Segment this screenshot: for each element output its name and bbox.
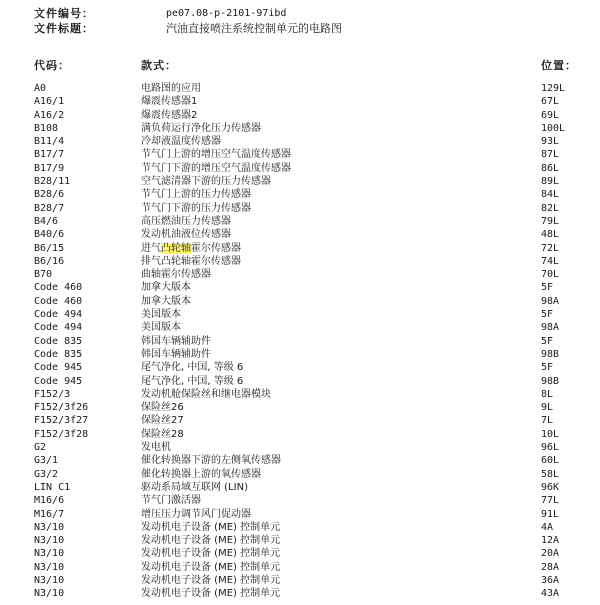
row-code: F152/3 [34,388,71,400]
row-position: 48L [541,229,560,241]
row-name: 催化转换器上游的氧传感器 [141,468,261,480]
row-name: 节气门上游的增压空气温度传感器 [141,149,291,161]
row-name: 尾气净化, 中国, 等级 6 [141,362,244,374]
row-name: 发动机电子设备 (ME) 控制单元 [141,521,281,533]
row-code: N3/10 [34,548,65,560]
row-position: 72L [541,242,560,254]
row-position: 43A [541,588,560,600]
row-name: 保险丝28 [141,428,184,440]
row-code: B6/15 [34,242,65,254]
table-row [34,521,594,534]
table-row [34,335,594,348]
row-name: 保险丝26 [141,402,184,414]
row-code: B4/6 [34,215,59,227]
table-row [34,587,594,600]
row-name: 节气门激活器 [141,495,201,507]
row-position: 84L [541,189,560,201]
row-position: 58L [541,468,560,480]
row-name: 高压燃油压力传感器 [141,215,231,227]
table-row [34,414,594,427]
table-row [34,534,594,547]
doc-title-value: 汽油直接喷注系统控制单元的电路图 [166,22,342,35]
row-code: Code 460 [34,295,83,307]
table-row [34,441,594,454]
row-position: 87L [541,149,560,161]
row-position: 5F [541,309,554,321]
header-code: 代码： [34,59,70,72]
row-position: 20A [541,548,560,560]
table-row [34,401,594,414]
row-name: 发动机舱保险丝和继电器模块 [141,388,271,400]
row-code: M16/7 [34,508,65,520]
row-position: 98A [541,322,560,334]
row-code: B17/9 [34,162,65,174]
row-code: B108 [34,122,59,134]
row-code: Code 945 [34,375,83,387]
row-position: 69L [541,109,560,121]
row-position: 12A [541,535,560,547]
row-name: 美国版本 [141,322,181,334]
row-name-prefix: 进气 [141,242,161,254]
row-code: B40/6 [34,229,65,241]
row-code: B11/4 [34,136,65,148]
row-name: 爆震传感器2 [141,109,198,121]
table-row [34,388,594,401]
doc-number-label: 文件编号： [34,7,94,20]
row-name: 节气门下游的增压空气温度传感器 [141,162,291,174]
row-position: 70L [541,269,560,281]
table-row [34,321,594,334]
table-row [34,268,594,281]
row-code: A16/1 [34,96,65,108]
row-name-suffix: 霍尔传感器 [191,242,241,254]
row-code: A0 [34,83,47,94]
table-row [34,148,594,161]
row-position: 10L [541,428,560,440]
table-row [34,228,594,241]
row-position: 96K [541,481,560,493]
doc-title-label: 文件标题： [34,22,94,35]
header-position: 位置： [541,59,577,72]
row-name: 催化转换器下游的左侧氧传感器 [141,455,281,467]
table-header [34,57,594,71]
highlighted-text: 凸轮轴 [161,242,191,254]
row-name: 排气凸轮轴霍尔传感器 [141,255,241,267]
row-position: 79L [541,215,560,227]
table-row [34,122,594,135]
table-row [34,188,594,201]
row-code: N3/10 [34,588,65,600]
row-position: 96L [541,442,560,454]
row-position: 5F [541,282,554,294]
row-name: 韩国车辆辅助件 [141,335,211,347]
table-row [34,95,594,108]
row-code: N3/10 [34,574,65,586]
row-position: 7L [541,415,554,427]
table-row [34,494,594,507]
row-code: M16/6 [34,495,65,507]
row-name: 爆震传感器1 [141,96,198,108]
row-position: 9L [541,402,554,414]
row-code: B28/11 [34,176,71,188]
row-name: 发动机油液位传感器 [141,229,231,241]
row-position: 129L [541,83,566,94]
row-position: 91L [541,508,560,520]
table-row [34,255,594,268]
row-name: 美国版本 [141,309,181,321]
row-position: 98A [541,295,560,307]
row-position: 86L [541,162,560,174]
row-position: 5F [541,335,554,347]
row-position: 93L [541,136,560,148]
doc-number-row [34,7,286,20]
doc-title-row [34,22,342,35]
row-name: 冷却液温度传感器 [141,136,221,148]
row-position: 74L [541,255,560,267]
row-name: 保险丝27 [141,415,184,427]
row-name: 发电机 [141,442,171,454]
row-name: 韩国车辆辅助件 [141,348,211,360]
table-row [34,508,594,521]
table-row [34,428,594,441]
row-name: 增压压力调节风门促动器 [141,508,251,520]
row-position: 60L [541,455,560,467]
table-row [34,215,594,228]
table-row [34,547,594,560]
table-row [34,281,594,294]
row-name: 加拿大版本 [141,282,191,294]
doc-number-value: pe07.08-p-2101-97ibd [166,8,287,19]
row-position: 89L [541,176,560,188]
row-code: G2 [34,442,47,454]
table-row [34,308,594,321]
row-position: 5F [541,362,554,374]
row-position: 98B [541,348,560,360]
row-code: B28/7 [34,202,65,214]
table-row [34,361,594,374]
row-code: N3/10 [34,535,65,547]
row-name: 空气滤清器下游的压力传感器 [141,176,271,188]
row-code: F152/3f28 [34,428,89,440]
row-code: Code 835 [34,335,83,347]
row-position: 98B [541,375,560,387]
row-code: F152/3f26 [34,402,89,414]
table-row [34,175,594,188]
table-row [34,454,594,467]
row-code: F152/3f27 [34,415,89,427]
table-row [34,348,594,361]
row-code: G3/1 [34,455,59,467]
header-name: 款式： [141,59,177,72]
table-row [34,162,594,175]
table-row [34,135,594,148]
table-row [34,295,594,308]
row-code: Code 945 [34,362,83,374]
row-name: 电路图的应用 [141,83,201,94]
row-name: 发动机电子设备 (ME) 控制单元 [141,588,281,600]
row-code: G3/2 [34,468,59,480]
table-row [34,375,594,388]
row-code: B6/16 [34,255,65,267]
row-name [141,242,241,255]
row-position: 36A [541,574,560,586]
row-position: 28A [541,561,560,573]
row-name: 加拿大版本 [141,295,191,307]
row-position: 8L [541,388,554,400]
table-row [34,202,594,215]
component-table [34,82,594,601]
row-name: 发动机电子设备 (ME) 控制单元 [141,535,281,547]
row-code: Code 835 [34,348,83,360]
row-position: 67L [541,96,560,108]
table-row [34,82,594,95]
row-code: B28/6 [34,189,65,201]
row-position: 100L [541,122,566,134]
row-code: Code 494 [34,309,83,321]
table-row [34,561,594,574]
table-row [34,468,594,481]
table-row [34,109,594,122]
row-position: 77L [541,495,560,507]
table-row [34,574,594,587]
row-code: Code 460 [34,282,83,294]
row-name: 发动机电子设备 (ME) 控制单元 [141,548,281,560]
row-code: B17/7 [34,149,65,161]
row-code: A16/2 [34,109,65,121]
table-row [34,481,594,494]
row-name: 尾气净化, 中国, 等级 6 [141,375,244,387]
row-name: 发动机电子设备 (ME) 控制单元 [141,574,281,586]
row-code: LIN C1 [34,481,71,493]
row-position: 4A [541,521,554,533]
row-code: B70 [34,269,53,281]
row-name: 节气门上游的压力传感器 [141,189,251,201]
row-name: 满负荷运行净化压力传感器 [141,122,261,134]
table-row [34,242,594,255]
row-name: 发动机电子设备 (ME) 控制单元 [141,561,281,573]
row-name: 节气门下游的压力传感器 [141,202,251,214]
row-code: Code 494 [34,322,83,334]
row-code: N3/10 [34,561,65,573]
row-code: N3/10 [34,521,65,533]
row-name: 驱动系局域互联网 (LIN) [141,481,248,493]
row-name: 曲轴霍尔传感器 [141,269,211,281]
row-position: 82L [541,202,560,214]
